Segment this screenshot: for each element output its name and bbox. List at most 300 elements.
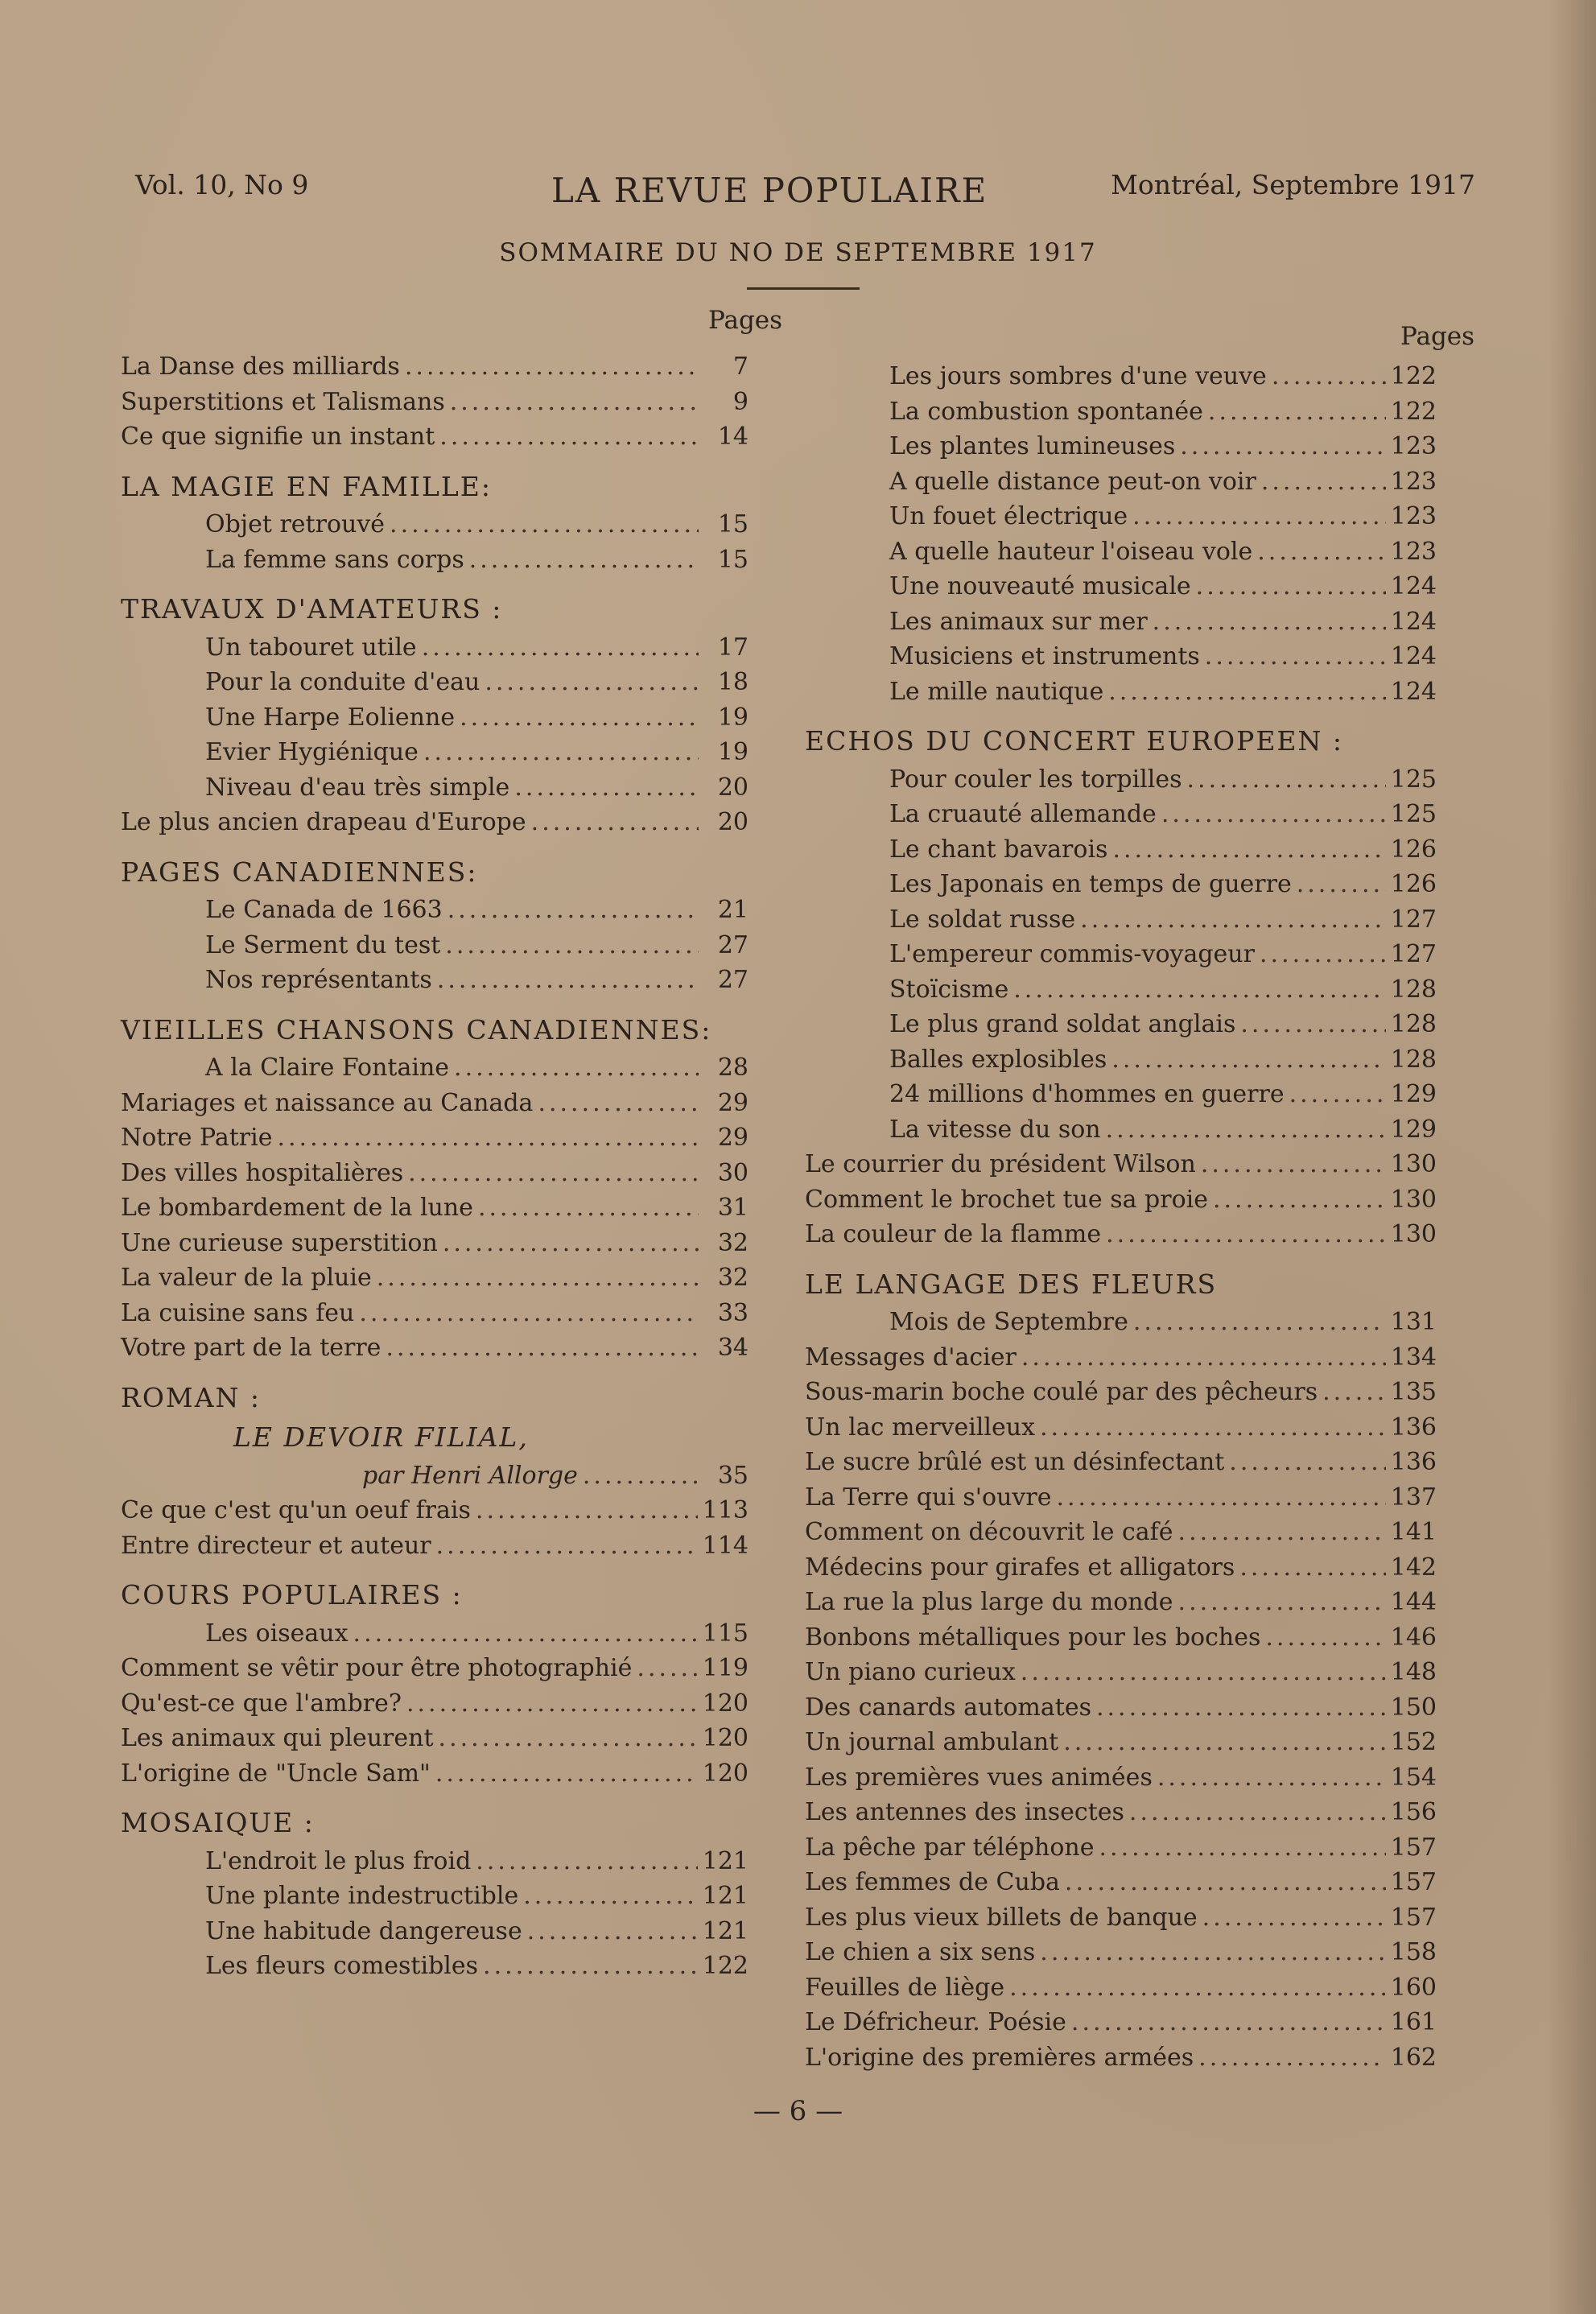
toc-entry-title: Mois de Septembre xyxy=(889,1308,1128,1336)
toc-entry-title: Votre part de la terre xyxy=(121,1334,381,1362)
toc-entry-title: Le Défricheur. Poésie xyxy=(805,2008,1066,2036)
toc-entry-page: 128 xyxy=(1390,975,1437,1004)
toc-entry-page: 15 xyxy=(717,510,749,538)
toc-entry-page: 142 xyxy=(1390,1553,1437,1582)
section-heading: PAGES CANADIENNES: xyxy=(121,856,478,888)
toc-entry xyxy=(805,1413,1437,1447)
toc-entry-title: Ce que c'est qu'un oeuf frais xyxy=(121,1496,471,1524)
toc-entry-page: 158 xyxy=(1390,1938,1437,1966)
toc-entry-title: Les oiseaux xyxy=(205,1619,348,1648)
toc-entry-page: 125 xyxy=(1390,800,1437,828)
toc-entry xyxy=(805,765,1437,799)
toc-entry xyxy=(121,546,749,580)
summary-title: SOMMAIRE DU NO DE SEPTEMBRE 1917 xyxy=(499,238,1097,267)
toc-entry xyxy=(121,773,749,807)
toc-entry-title: Des canards automates xyxy=(805,1693,1091,1722)
toc-entry-title: La vitesse du son xyxy=(889,1115,1101,1144)
toc-entry-title: Les premières vues animées xyxy=(805,1763,1153,1792)
dot-leader xyxy=(1289,1080,1386,1108)
toc-entry xyxy=(805,1974,1437,2007)
toc-entry-page: 161 xyxy=(1390,2008,1437,2036)
toc-entry-title: La couleur de la flamme xyxy=(805,1220,1102,1248)
toc-entry xyxy=(805,1378,1437,1412)
toc-entry-page: 123 xyxy=(1390,502,1437,530)
toc-entry-page: 137 xyxy=(1390,1483,1437,1512)
toc-entry xyxy=(805,1553,1437,1587)
toc-entry-title: Les antennes des insectes xyxy=(805,1798,1124,1826)
toc-entry-page: 156 xyxy=(1390,1798,1437,1826)
toc-entry-title: Mariages et naissance au Canada xyxy=(121,1088,534,1117)
title-rule xyxy=(747,287,860,290)
dot-leader xyxy=(1196,572,1386,600)
dot-leader xyxy=(423,738,699,766)
dot-leader xyxy=(1261,468,1386,496)
toc-entry xyxy=(121,1689,749,1723)
dot-leader xyxy=(1198,2044,1386,2072)
dot-leader xyxy=(1178,1588,1386,1616)
toc-entry xyxy=(805,572,1437,606)
toc-entry-page: 119 xyxy=(702,1654,749,1682)
toc-entry-title: Les jours sombres d'une veuve xyxy=(889,362,1267,390)
volume-number: Vol. 10, No 9 xyxy=(135,169,309,200)
toc-entry-page: 126 xyxy=(1390,870,1437,898)
dot-leader xyxy=(1180,432,1385,460)
toc-entry-page: 124 xyxy=(1390,572,1437,600)
toc-entry xyxy=(121,1299,749,1333)
toc-entry xyxy=(805,1868,1437,1902)
toc-entry-page: 31 xyxy=(717,1194,749,1222)
toc-entry-page: 29 xyxy=(717,1124,749,1152)
dot-leader xyxy=(1208,398,1386,426)
toc-entry xyxy=(805,1728,1437,1762)
toc-entry xyxy=(805,678,1437,712)
toc-entry-page: 17 xyxy=(717,633,749,662)
toc-entry-page: 20 xyxy=(717,808,749,836)
toc-entry xyxy=(121,1952,749,1986)
toc-entry xyxy=(805,1658,1437,1692)
toc-entry xyxy=(121,1124,749,1157)
toc-entry-title: La cruauté allemande xyxy=(889,800,1157,828)
toc-entry-title: Une Harpe Eolienne xyxy=(205,703,456,732)
toc-entry-page: 136 xyxy=(1390,1448,1437,1476)
toc-entry-page: 9 xyxy=(732,387,749,416)
toc-entry-title: Le chant bavarois xyxy=(889,835,1108,864)
toc-entry-page: 14 xyxy=(717,423,749,451)
toc-entry-page: 135 xyxy=(1390,1378,1437,1406)
page-edge-shadow xyxy=(1548,0,1596,2314)
toc-entry xyxy=(805,1833,1437,1867)
toc-entry-title: Une habitude dangereuse xyxy=(205,1916,522,1945)
toc-entry xyxy=(121,738,749,772)
dot-leader xyxy=(443,1229,699,1257)
toc-entry xyxy=(805,608,1437,641)
section-heading: COURS POPULAIRES : xyxy=(121,1579,463,1611)
dot-leader xyxy=(476,1496,698,1524)
pages-header-left: Pages xyxy=(708,306,783,335)
toc-entry-page: 32 xyxy=(717,1264,749,1292)
dot-leader xyxy=(460,703,699,732)
toc-entry-page: 136 xyxy=(1390,1413,1437,1442)
dot-leader xyxy=(1009,1974,1386,2002)
toc-entry-page: 129 xyxy=(1390,1080,1437,1108)
toc-entry-title: Superstitions et Talismans xyxy=(121,387,445,416)
toc-entry-title: Balles explosibles xyxy=(889,1045,1107,1074)
page-number: — 6 — xyxy=(753,2095,843,2127)
toc-entry xyxy=(805,1010,1437,1044)
toc-entry xyxy=(121,668,749,702)
toc-entry xyxy=(805,398,1437,431)
dot-leader xyxy=(1099,1833,1386,1862)
toc-entry xyxy=(121,1532,749,1565)
dot-leader xyxy=(386,1334,699,1362)
toc-entry-page: 130 xyxy=(1390,1185,1437,1214)
toc-entry-page: 121 xyxy=(702,1882,749,1910)
dot-leader xyxy=(450,388,699,416)
toc-entry xyxy=(805,1046,1437,1079)
toc-entry-title: Nos représentants xyxy=(205,966,432,994)
toc-entry-page: 130 xyxy=(1390,1220,1437,1248)
toc-entry-title: La cuisine sans feu xyxy=(121,1298,355,1327)
toc-entry-title: Comment se vêtir pour être photographié xyxy=(121,1654,633,1682)
toc-entry-title: Comment le brochet tue sa proie xyxy=(805,1185,1208,1214)
toc-entry-page: 122 xyxy=(1390,362,1437,390)
dot-leader xyxy=(422,633,699,662)
toc-entry-title: Messages d'acier xyxy=(805,1343,1017,1371)
toc-entry-title: Evier Hygiénique xyxy=(205,738,419,766)
toc-entry-title: Les animaux sur mer xyxy=(889,607,1148,636)
dot-leader xyxy=(1129,1798,1386,1826)
dot-leader xyxy=(1021,1658,1386,1686)
toc-entry-page: 28 xyxy=(717,1054,749,1082)
toc-entry-title: La rue la plus large du monde xyxy=(805,1588,1173,1616)
toc-entry xyxy=(805,870,1437,904)
toc-entry-page: 124 xyxy=(1390,642,1437,670)
toc-entry-page: 128 xyxy=(1390,1045,1437,1074)
dot-leader xyxy=(1112,835,1385,864)
toc-entry-page: 19 xyxy=(717,738,749,766)
toc-entry-page: 27 xyxy=(717,966,749,994)
toc-entry-page: 121 xyxy=(702,1846,749,1875)
dot-leader xyxy=(538,1089,699,1117)
dot-leader xyxy=(531,808,699,836)
toc-entry xyxy=(121,1724,749,1758)
toc-entry-page: 127 xyxy=(1390,940,1437,968)
dot-leader xyxy=(637,1654,697,1682)
dot-leader xyxy=(439,423,699,451)
toc-entry-title: 24 millions d'hommes en guerre xyxy=(889,1080,1285,1108)
toc-entry-page: 124 xyxy=(1390,677,1437,706)
dot-leader xyxy=(1071,2008,1386,2036)
toc-entry-title: Feuilles de liège xyxy=(805,1973,1005,2002)
dot-leader xyxy=(1080,905,1386,934)
toc-entry xyxy=(121,1496,749,1530)
toc-entry-title: par Henri Allorge xyxy=(362,1461,578,1490)
place-date: Montréal, Septembre 1917 xyxy=(1111,169,1475,200)
toc-entry xyxy=(121,1334,749,1367)
section-heading: VIEILLES CHANSONS CANADIENNES: xyxy=(121,1013,712,1046)
dot-leader xyxy=(1111,1046,1385,1074)
toc-entry-page: 120 xyxy=(702,1689,749,1718)
toc-entry-page: 148 xyxy=(1390,1658,1437,1686)
toc-entry xyxy=(805,976,1437,1009)
dot-leader xyxy=(1096,1693,1386,1722)
toc-entry-title: L'endroit le plus froid xyxy=(205,1846,472,1875)
toc-entry-page: 124 xyxy=(1390,607,1437,636)
dot-leader xyxy=(436,1532,698,1560)
magazine-title: LA REVUE POPULAIRE xyxy=(551,171,988,210)
toc-entry-page: 35 xyxy=(717,1461,749,1490)
toc-entry-title: Le Serment du test xyxy=(205,930,441,959)
toc-entry-page: 27 xyxy=(717,930,749,959)
dot-leader xyxy=(1187,765,1386,794)
dot-leader xyxy=(1157,1763,1386,1792)
toc-entry xyxy=(121,966,749,1000)
dot-leader xyxy=(405,353,699,381)
toc-entry xyxy=(805,1483,1437,1517)
dot-leader xyxy=(1106,1220,1386,1248)
toc-entry xyxy=(121,423,749,456)
toc-entry-title: A quelle distance peut-on voir xyxy=(889,467,1256,496)
toc-entry xyxy=(121,1054,749,1087)
toc-entry-title: Pour la conduite d'eau xyxy=(205,668,480,696)
toc-entry xyxy=(121,896,749,930)
dot-leader xyxy=(469,546,699,574)
toc-entry-page: 129 xyxy=(1390,1115,1437,1144)
toc-entry-title: Le Canada de 1663 xyxy=(205,896,443,924)
toc-entry-page: 30 xyxy=(717,1158,749,1187)
section-heading: LA MAGIE EN FAMILLE: xyxy=(121,470,493,502)
toc-entry-title: Pour couler les torpilles xyxy=(889,765,1182,794)
toc-entry xyxy=(121,808,749,842)
dot-leader xyxy=(1040,1938,1385,1966)
toc-entry xyxy=(121,1264,749,1297)
toc-entry xyxy=(805,2008,1437,2042)
toc-entry-title: Entre directeur et auteur xyxy=(121,1531,431,1560)
toc-entry xyxy=(805,1938,1437,1972)
dot-leader xyxy=(1065,1868,1386,1896)
toc-entry-title: Bonbons métalliques pour les boches xyxy=(805,1623,1261,1652)
toc-entry-title: Le soldat russe xyxy=(889,905,1076,934)
toc-entry-title: Une nouveauté musicale xyxy=(889,572,1191,600)
toc-entry-page: 150 xyxy=(1390,1693,1437,1722)
toc-entry-page: 152 xyxy=(1390,1728,1437,1756)
toc-entry-title: L'origine de "Uncle Sam" xyxy=(121,1759,431,1788)
toc-entry-title: Une curieuse superstition xyxy=(121,1228,438,1257)
toc-entry-page: 125 xyxy=(1390,765,1437,794)
dot-leader xyxy=(1272,362,1386,390)
dot-leader xyxy=(1106,1116,1386,1144)
toc-entry-page: 123 xyxy=(1390,467,1437,496)
dot-leader xyxy=(1297,870,1386,898)
toc-entry-title: Médecins pour girafes et alligators xyxy=(805,1553,1235,1582)
dot-leader xyxy=(447,896,699,924)
toc-entry-title: La valeur de la pluie xyxy=(121,1264,372,1292)
toc-entry-title: Les femmes de Cuba xyxy=(805,1868,1060,1896)
dot-leader xyxy=(1108,678,1386,706)
toc-entry xyxy=(805,835,1437,869)
dot-leader xyxy=(1133,1308,1386,1336)
toc-entry-title: Un tabouret utile xyxy=(205,633,417,662)
dot-leader xyxy=(1240,1010,1385,1038)
toc-entry-title: Un piano curieux xyxy=(805,1658,1016,1686)
toc-entry-title: Sous-marin boche coulé par des pêcheurs xyxy=(805,1378,1318,1406)
toc-entry-page: 29 xyxy=(717,1088,749,1117)
toc-entry xyxy=(121,703,749,737)
toc-entry-page: 144 xyxy=(1390,1588,1437,1616)
dot-leader xyxy=(1063,1728,1386,1756)
toc-entry-title: Ce que signifie un instant xyxy=(121,423,435,451)
toc-entry xyxy=(121,1847,749,1881)
toc-entry-title: Qu'est-ce que l'ambre? xyxy=(121,1689,402,1718)
toc-entry xyxy=(805,800,1437,834)
dot-leader xyxy=(527,1917,698,1945)
toc-entry xyxy=(121,1462,749,1495)
dot-leader xyxy=(1205,642,1386,670)
toc-entry-page: 120 xyxy=(702,1724,749,1752)
toc-entry-page: 128 xyxy=(1390,1010,1437,1038)
dot-leader xyxy=(359,1299,699,1327)
toc-entry-page: 141 xyxy=(1390,1518,1437,1546)
toc-entry-title: La femme sans corps xyxy=(205,545,464,574)
toc-entry-page: 34 xyxy=(717,1334,749,1362)
toc-entry xyxy=(121,1089,749,1123)
section-heading: MOSAIQUE : xyxy=(121,1807,315,1838)
toc-entry-title: Les Japonais en temps de guerre xyxy=(889,870,1292,898)
toc-entry-title: Notre Patrie xyxy=(121,1124,273,1152)
dot-leader xyxy=(1257,538,1385,566)
toc-entry-title: L'origine des premières armées xyxy=(805,2043,1194,2072)
toc-entry-page: 18 xyxy=(717,668,749,696)
dot-leader xyxy=(1202,1904,1386,1932)
toc-entry-title: Comment on découvrit le café xyxy=(805,1518,1173,1546)
dot-leader xyxy=(478,1194,699,1222)
toc-entry xyxy=(805,1798,1437,1832)
toc-entry xyxy=(121,510,749,544)
section-heading: ROMAN : xyxy=(121,1381,262,1413)
toc-entry xyxy=(805,1518,1437,1552)
toc-entry-title: Stoïcisme xyxy=(889,975,1009,1004)
toc-entry xyxy=(805,502,1437,536)
dot-leader xyxy=(1132,502,1386,530)
toc-entry xyxy=(805,362,1437,396)
dot-leader xyxy=(1239,1553,1385,1582)
dot-leader xyxy=(390,510,699,538)
toc-entry xyxy=(805,1763,1437,1797)
dot-leader xyxy=(483,1952,698,1980)
toc-entry-title: Le courrier du président Wilson xyxy=(805,1150,1196,1178)
dot-leader xyxy=(1260,940,1386,968)
toc-entry-page: 33 xyxy=(717,1298,749,1327)
toc-entry-title: La combustion spontanée xyxy=(889,397,1203,426)
toc-entry-page: 157 xyxy=(1390,1833,1437,1862)
toc-entry-page: 113 xyxy=(702,1496,749,1524)
toc-entry xyxy=(805,1343,1437,1377)
dot-leader xyxy=(353,1619,698,1648)
toc-entry-page: 15 xyxy=(717,545,749,574)
toc-entry xyxy=(121,1654,749,1688)
toc-entry xyxy=(121,1194,749,1227)
dot-leader xyxy=(476,1847,697,1875)
section-heading: ECHOS DU CONCERT EUROPEEN : xyxy=(805,725,1343,757)
dot-leader xyxy=(1040,1413,1386,1442)
toc-entry xyxy=(805,1693,1437,1727)
toc-entry-page: 160 xyxy=(1390,1973,1437,2002)
dot-leader xyxy=(514,773,699,802)
toc-entry-page: 146 xyxy=(1390,1623,1437,1652)
toc-entry-page: 123 xyxy=(1390,432,1437,460)
dot-leader xyxy=(1161,800,1386,828)
toc-entry-page: 115 xyxy=(702,1619,749,1648)
toc-entry xyxy=(121,1759,749,1793)
toc-entry-page: 7 xyxy=(732,353,749,381)
toc-entry-title: A la Claire Fontaine xyxy=(205,1054,450,1082)
dot-leader xyxy=(523,1882,697,1910)
novel-title: LE DEVOIR FILIAL, xyxy=(233,1421,529,1453)
toc-entry-title: Des villes hospitalières xyxy=(121,1158,404,1187)
dot-leader xyxy=(1153,608,1386,636)
toc-entry xyxy=(805,1448,1437,1482)
dot-leader xyxy=(583,1462,699,1490)
toc-entry-title: Les plus vieux billets de banque xyxy=(805,1903,1198,1932)
toc-entry-title: Le plus ancien drapeau d'Europe xyxy=(121,808,526,836)
dot-leader xyxy=(1229,1448,1385,1476)
dot-leader xyxy=(439,1724,698,1752)
toc-entry xyxy=(805,1150,1437,1184)
toc-entry xyxy=(805,468,1437,501)
dot-leader xyxy=(1013,976,1385,1004)
toc-entry-page: 134 xyxy=(1390,1343,1437,1371)
toc-entry xyxy=(805,905,1437,939)
toc-entry-page: 120 xyxy=(702,1759,749,1788)
dot-leader xyxy=(454,1054,699,1082)
toc-entry xyxy=(805,432,1437,466)
dot-leader xyxy=(1322,1378,1386,1406)
toc-entry-title: La Danse des milliards xyxy=(121,353,400,381)
toc-entry-title: Le mille nautique xyxy=(889,677,1104,706)
dot-leader xyxy=(377,1264,699,1292)
toc-entry-page: 154 xyxy=(1390,1763,1437,1792)
toc-entry-page: 162 xyxy=(1390,2043,1437,2072)
toc-entry xyxy=(805,1904,1437,1937)
dot-leader xyxy=(1265,1623,1385,1652)
toc-entry xyxy=(805,2044,1437,2077)
toc-entry-page: 122 xyxy=(702,1952,749,1980)
toc-entry-title: Le sucre brûlé est un désinfectant xyxy=(805,1448,1225,1476)
section-heading: TRAVAUX D'AMATEURS : xyxy=(121,593,503,625)
toc-entry xyxy=(121,1882,749,1916)
toc-entry xyxy=(805,1308,1437,1342)
toc-entry xyxy=(805,642,1437,676)
dot-leader xyxy=(277,1124,699,1152)
toc-entry-title: La pêche par téléphone xyxy=(805,1833,1095,1862)
toc-entry xyxy=(805,1220,1437,1254)
toc-entry-title: Le bombardement de la lune xyxy=(121,1194,473,1222)
toc-entry-page: 121 xyxy=(702,1916,749,1945)
toc-entry xyxy=(805,1588,1437,1622)
toc-entry-page: 20 xyxy=(717,773,749,802)
dot-leader xyxy=(408,1159,699,1187)
dot-leader xyxy=(406,1689,698,1718)
toc-entry xyxy=(805,1623,1437,1657)
toc-entry xyxy=(121,388,749,422)
toc-entry-page: 131 xyxy=(1390,1308,1437,1336)
toc-entry-title: Un lac merveilleux xyxy=(805,1413,1035,1442)
dot-leader xyxy=(437,966,699,994)
toc-entry xyxy=(805,1116,1437,1149)
toc-entry-page: 123 xyxy=(1390,537,1437,566)
toc-entry xyxy=(805,1080,1437,1114)
toc-entry-title: Les plantes lumineuses xyxy=(889,432,1176,460)
